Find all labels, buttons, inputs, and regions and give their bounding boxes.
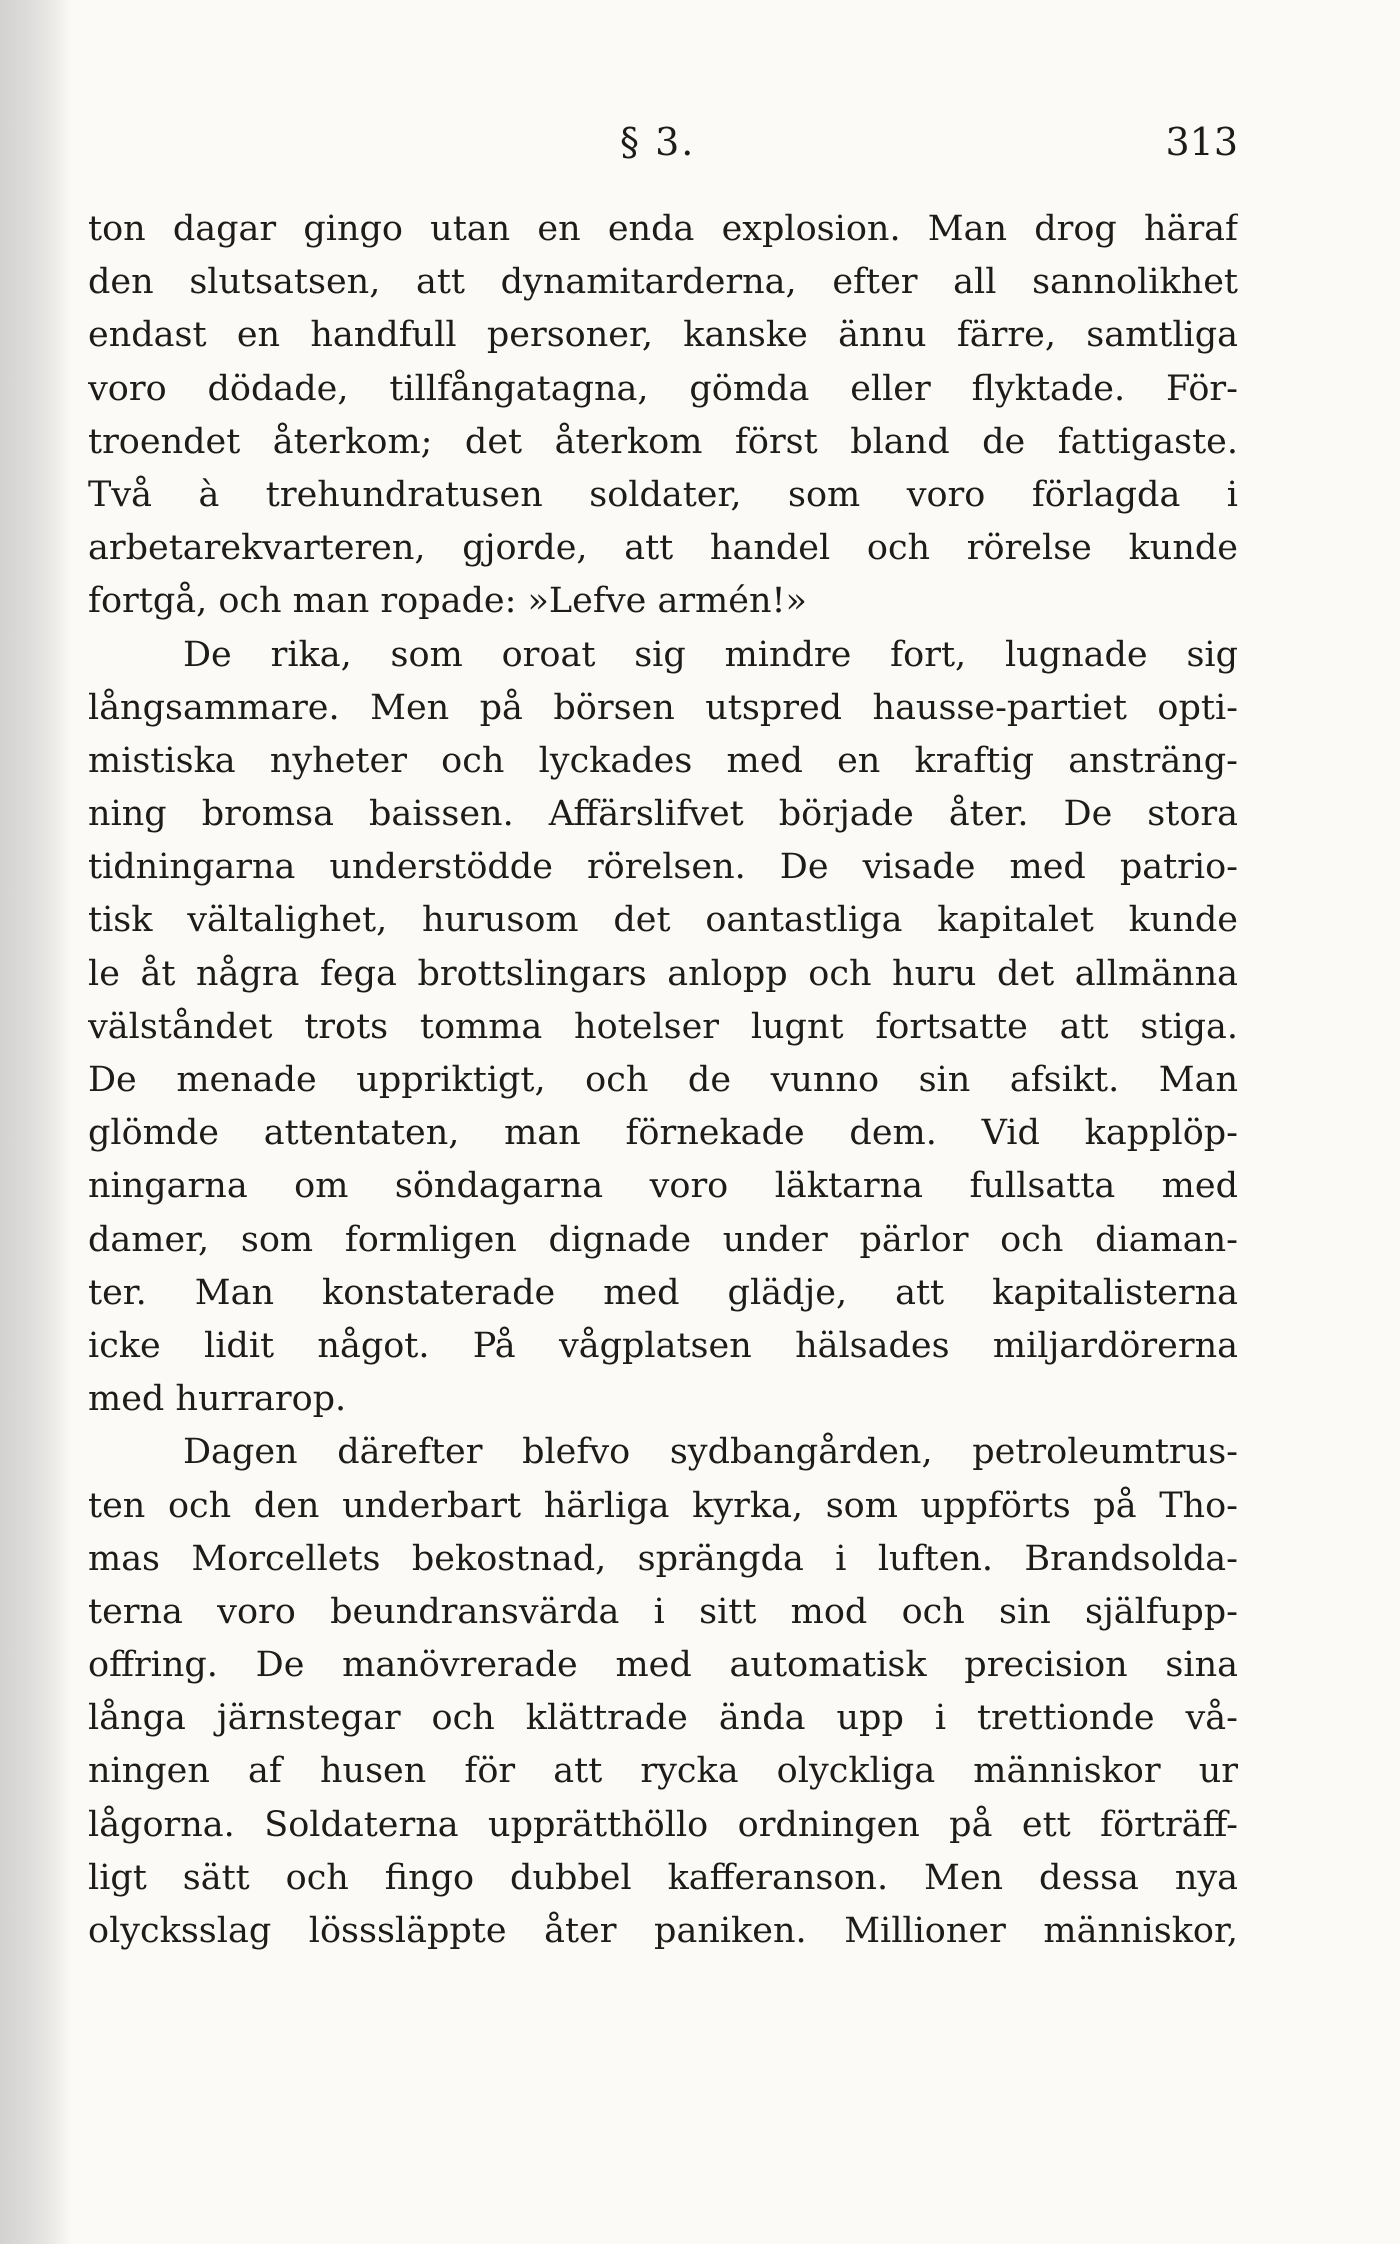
text-line: troendet återkom; det återkom först bland de fattigaste. xyxy=(88,421,1238,462)
text-line: mas Morcellets bekostnad, sprängda i luften. Brandsolda- xyxy=(88,1538,1238,1579)
text-line: ningen af husen för att rycka olyckliga människor ur xyxy=(88,1751,1238,1792)
text-line: långsammare. Men på börsen utspred hausse-partiet opti- xyxy=(88,687,1238,728)
text-line: endast en handfull personer, kanske ännu färre, samtliga xyxy=(88,315,1238,356)
text-line: ningarna om söndagarna voro läktarna fullsatta med xyxy=(88,1166,1238,1207)
section-mark: § 3. xyxy=(620,120,696,164)
text-line: De rika, som oroat sig mindre fort, lugnade sig xyxy=(183,634,1238,675)
text-line: ligt sätt och fingo dubbel kafferanson. Men dessa nya xyxy=(88,1857,1238,1898)
text-line: De menade uppriktigt, och de vunno sin afsikt. Man xyxy=(88,1060,1238,1100)
text-line: långa järnstegar och klättrade ända upp i trettionde vå- xyxy=(88,1698,1238,1739)
text-line: mistiska nyheter och lyckades med en kraftig ansträng- xyxy=(88,740,1238,781)
binding-shadow xyxy=(0,0,72,2244)
text-line: ning bromsa baissen. Affärslifvet började åter. De stora xyxy=(88,794,1238,835)
text-line: ton dagar gingo utan en enda explosion. Man drog häraf xyxy=(88,209,1238,249)
body-text xyxy=(88,203,1238,1958)
text-line: ten och den underbart härliga kyrka, som uppförts på Tho- xyxy=(88,1485,1238,1526)
text-line: terna voro beundransvärda i sitt mod och sin själfupp- xyxy=(88,1591,1238,1632)
text-line: Två à trehundratusen soldater, som voro förlagda i xyxy=(88,474,1238,515)
text-line: voro dödade, tillfångatagna, gömda eller flyktade. För- xyxy=(88,368,1238,409)
text-line: damer, som formligen dignade under pärlor och diaman- xyxy=(88,1219,1238,1260)
text-line: glömde attentaten, man förnekade dem. Vid kapplöp- xyxy=(88,1113,1238,1154)
text-line: välståndet trots tomma hotelser lugnt fortsatte att stiga. xyxy=(88,1006,1238,1047)
text-line: ter. Man konstaterade med glädje, att kapitalisterna xyxy=(88,1272,1238,1313)
text-line: tidningarna understödde rörelsen. De visade med patrio- xyxy=(88,847,1238,888)
text-line: med hurrarop. xyxy=(88,1379,347,1420)
running-head xyxy=(0,112,1400,172)
text-line: tisk vältalighet, hurusom det oantastliga kapitalet kunde xyxy=(88,900,1238,941)
text-line: fortgå, och man ropade: »Lefve armén!» xyxy=(88,581,807,622)
text-line: Dagen därefter blefvo sydbangården, petroleumtrus- xyxy=(183,1432,1238,1473)
text-line: le åt några fega brottslingars anlopp och huru det allmänna xyxy=(88,953,1238,994)
text-line: olycksslag lösssläppte åter paniken. Millioner människor, xyxy=(88,1911,1238,1951)
page-number: 313 xyxy=(1165,120,1238,164)
text-line: lågorna. Soldaterna upprätthöllo ordningen på ett förträff- xyxy=(88,1804,1238,1845)
text-line: offring. De manövrerade med automatisk precision sina xyxy=(88,1645,1238,1686)
text-line: den slutsatsen, att dynamitarderna, efter all sannolikhet xyxy=(88,262,1238,303)
text-line: arbetarekvarteren, gjorde, att handel och rörelse kunde xyxy=(88,528,1238,569)
text-line: icke lidit något. På vågplatsen hälsades miljardörerna xyxy=(88,1325,1238,1366)
